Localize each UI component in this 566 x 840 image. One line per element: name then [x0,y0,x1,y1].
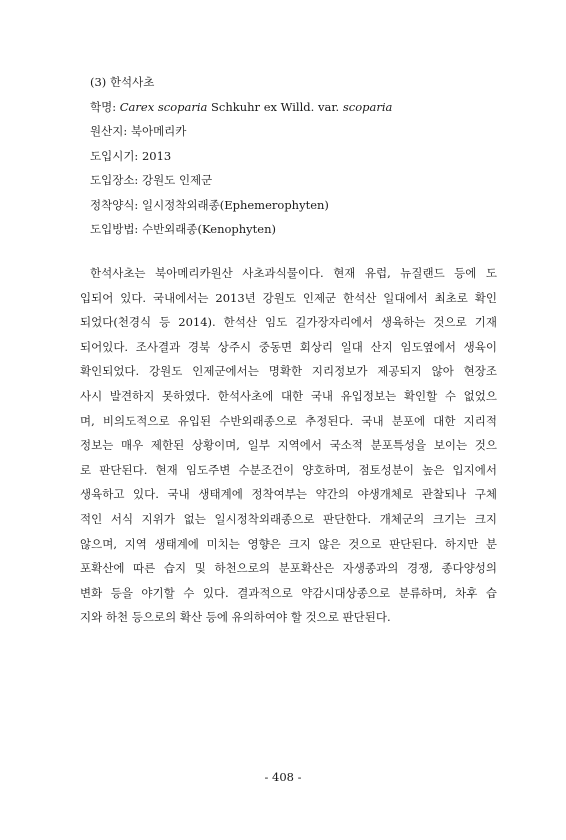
paragraph-line: 적인 서식 지위가 없는 일시정착외래종으로 판단한다. 개체군의 크기는 크지 [80,511,497,526]
field-value: 북아메리카 [130,124,187,138]
species-field [90,95,510,120]
paragraph-line: 입되어 있다. 국내에서는 2013년 강원도 인제군 한석산 일대에서 최초로 확인 [80,290,497,305]
paragraph-line: 되어있다. 조사결과 경북 상주시 중동면 회상리 일대 산지 임도옆에서 생육이 [80,339,497,354]
species-field [90,144,510,169]
species-field [90,217,510,242]
species-heading: (3) 한석사초 [90,75,155,89]
field-label: 원산지: [90,124,131,138]
species-field [90,119,510,144]
description-paragraph [80,261,497,630]
field-label: 도입시기: [90,148,142,163]
paragraph-line: 확인되었다. 강원도 인제군에서는 명확한 지리정보가 제공되지 않아 현장조 [80,364,497,379]
paragraph-line: 지와 하천 등으로의 확산 등에 유의하여야 할 것으로 판단된다. [80,610,391,625]
field-label: 도입장소: [90,173,142,187]
paragraph-line: 포확산에 따른 습지 및 하천으로의 분포확산은 자생종과의 경쟁, 종다양성의 [80,561,497,576]
paragraph-line: 사시 발견하지 못하였다. 한석사초에 대한 국내 유입정보는 확인할 수 없었으 [80,388,497,403]
paragraph-line: 며, 비의도적으로 유입된 수반외래종으로 추정된다. 국내 분포에 대한 지리적 [80,413,497,428]
species-field [90,193,510,218]
field-label: 정착양식: [90,197,142,212]
field-label: 도입방법: [90,222,142,236]
paragraph-line: 않으며, 지역 생태계에 미치는 영향은 크지 않은 것으로 판단된다. 하지만 분 [80,536,497,551]
field-value: Carex scoparia [119,99,208,114]
paragraph-line: 변화 등을 야기할 수 있다. 결과적으로 약감시대상종으로 분류하며, 차후 습 [80,585,497,600]
field-value: 2013 [141,148,172,163]
paragraph-line: 생육하고 있다. 국내 생태계에 정착여부는 약간의 야생개체로 관찰되나 구체 [80,487,497,502]
field-label: 학명: [90,99,120,114]
field-value: 수반외래종(Kenophyten) [141,222,277,236]
species-field [90,168,510,193]
paragraph-line: 되었다(천경식 등 2014). 한석산 임도 길가장자리에서 생육하는 것으로 기재 [80,315,497,330]
paragraph-line: 정보는 매우 제한된 상황이며, 일부 지역에서 국소적 분포특성을 보이는 것으 [80,438,497,453]
species-fields [90,95,510,242]
field-value: scoparia [342,99,393,114]
field-value: Schkuhr ex Willd. var. [207,99,343,114]
field-value: 일시정착외래종(Ephemerophyten) [141,197,329,212]
paragraph-line: 로 판단된다. 현재 임도주변 수분조건이 양호하며, 점토성분이 높은 입지에서 [80,462,497,477]
field-value: 강원도 인제군 [141,173,213,187]
page-number: - 408 - [264,770,302,784]
paragraph-line: 한석사초는 북아메리카원산 사초과식물이다. 현재 유럽, 뉴질랜드 등에 도 [90,266,497,280]
species-info-block [90,70,510,242]
